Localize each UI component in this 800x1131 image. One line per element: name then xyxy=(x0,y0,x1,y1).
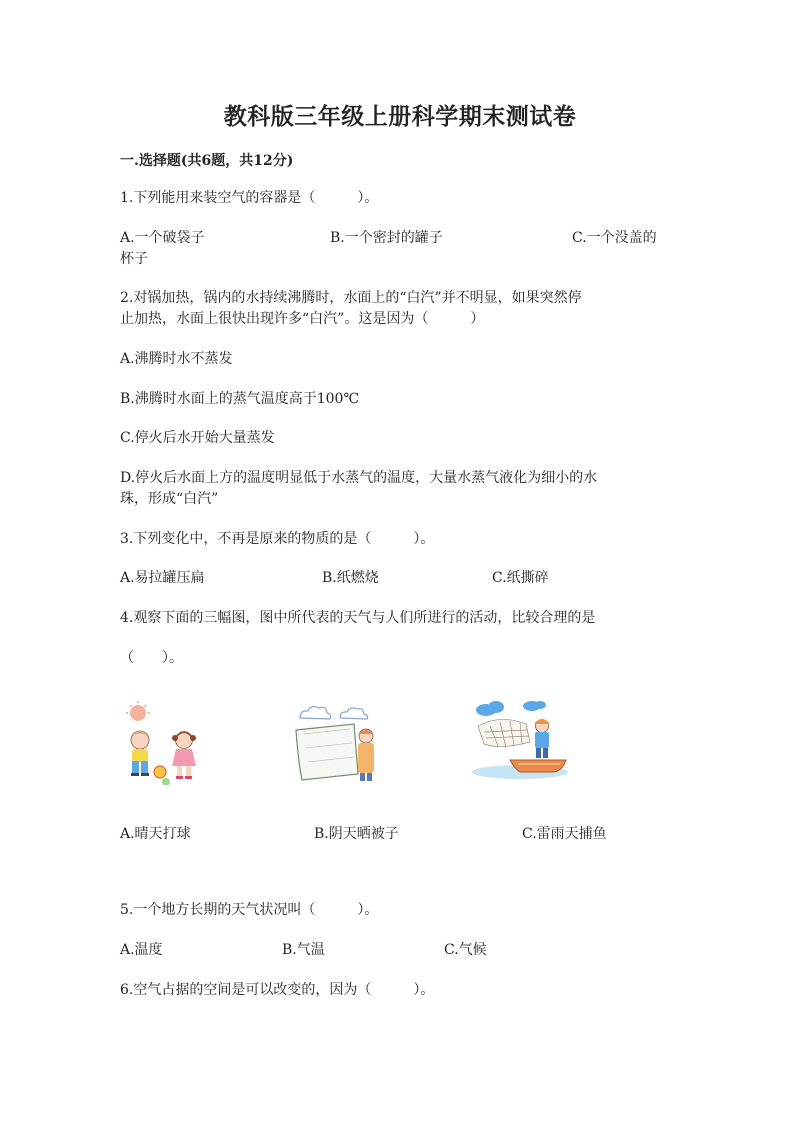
boy-figure xyxy=(131,731,149,776)
question-6-stem: 6.空气占据的空间是可以改变的，因为（ ）。 xyxy=(120,982,435,998)
question-1-stem: 1.下列能用来装空气的容器是（ ）。 xyxy=(120,190,379,206)
storm-cloud-icon xyxy=(476,701,546,716)
q5-option-c: C.气候 xyxy=(444,942,487,958)
ball-icon xyxy=(154,766,166,778)
question-4-stem-line-1: 4.观察下面的三幅图，图中所代表的天气与人们所进行的活动，比较合理的是 xyxy=(120,610,596,626)
cloud-icon xyxy=(300,707,368,719)
q2-option-d: D.停火后水面上方的温度明显低于水蒸气的温度，大量水蒸气液化为细小的水 xyxy=(120,470,598,486)
page-title: 教科版三年级上册科学期末测试卷 xyxy=(223,103,577,130)
boat-shape xyxy=(510,760,566,772)
section-heading: 一.选择题(共6题，共12分) xyxy=(120,153,294,169)
sunny-day-picture xyxy=(118,700,210,785)
fisherman-figure xyxy=(534,719,550,758)
q2-option-d-continued: 珠，形成“白汽” xyxy=(120,491,219,507)
sun-icon xyxy=(130,705,146,721)
person-figure xyxy=(358,729,374,781)
question-3-stem: 3.下列变化中，不再是原来的物质的是（ ）。 xyxy=(120,531,435,547)
q4-option-c: C.雷雨天捕鱼 xyxy=(522,826,607,842)
q4-option-a: A.晴天打球 xyxy=(120,826,191,842)
storm-fishing-picture xyxy=(470,696,568,782)
q4-option-b: B.阴天晒被子 xyxy=(314,826,399,842)
q1-option-c-continued: 杯子 xyxy=(120,251,148,267)
q1-option-c: C.一个没盖的 xyxy=(572,230,657,246)
fishing-net-icon xyxy=(478,719,530,748)
q2-option-a: A.沸腾时水不蒸发 xyxy=(120,351,233,367)
question-2-stem-line-2: 止加热，水面上很快出现许多“白汽”。这是因为（ ） xyxy=(120,311,485,327)
question-5-stem: 5.一个地方长期的天气状况叫（ ）。 xyxy=(120,902,379,918)
girl-figure xyxy=(172,732,196,780)
quilt-shape xyxy=(296,724,358,780)
q1-option-b: B.一个密封的罐子 xyxy=(330,230,443,246)
q3-option-a: A.易拉罐压扁 xyxy=(120,570,205,586)
q5-option-b: B.气温 xyxy=(282,942,325,958)
q3-option-c: C.纸撕碎 xyxy=(492,570,549,586)
q2-option-c: C.停火后水开始大量蒸发 xyxy=(120,430,275,446)
question-4-stem-line-2: （ ）。 xyxy=(120,650,183,666)
q2-option-b: B.沸腾时水面上的蒸气温度高于100℃ xyxy=(120,391,360,407)
question-2-stem-line-1: 2.对锅加热，锅内的水持续沸腾时，水面上的“白汽”并不明显，如果突然停 xyxy=(120,290,582,306)
q5-option-a: A.温度 xyxy=(120,942,163,958)
q3-option-b: B.纸燃烧 xyxy=(322,570,379,586)
q1-option-a: A.一个破袋子 xyxy=(120,230,205,246)
cloudy-day-picture xyxy=(292,700,382,785)
